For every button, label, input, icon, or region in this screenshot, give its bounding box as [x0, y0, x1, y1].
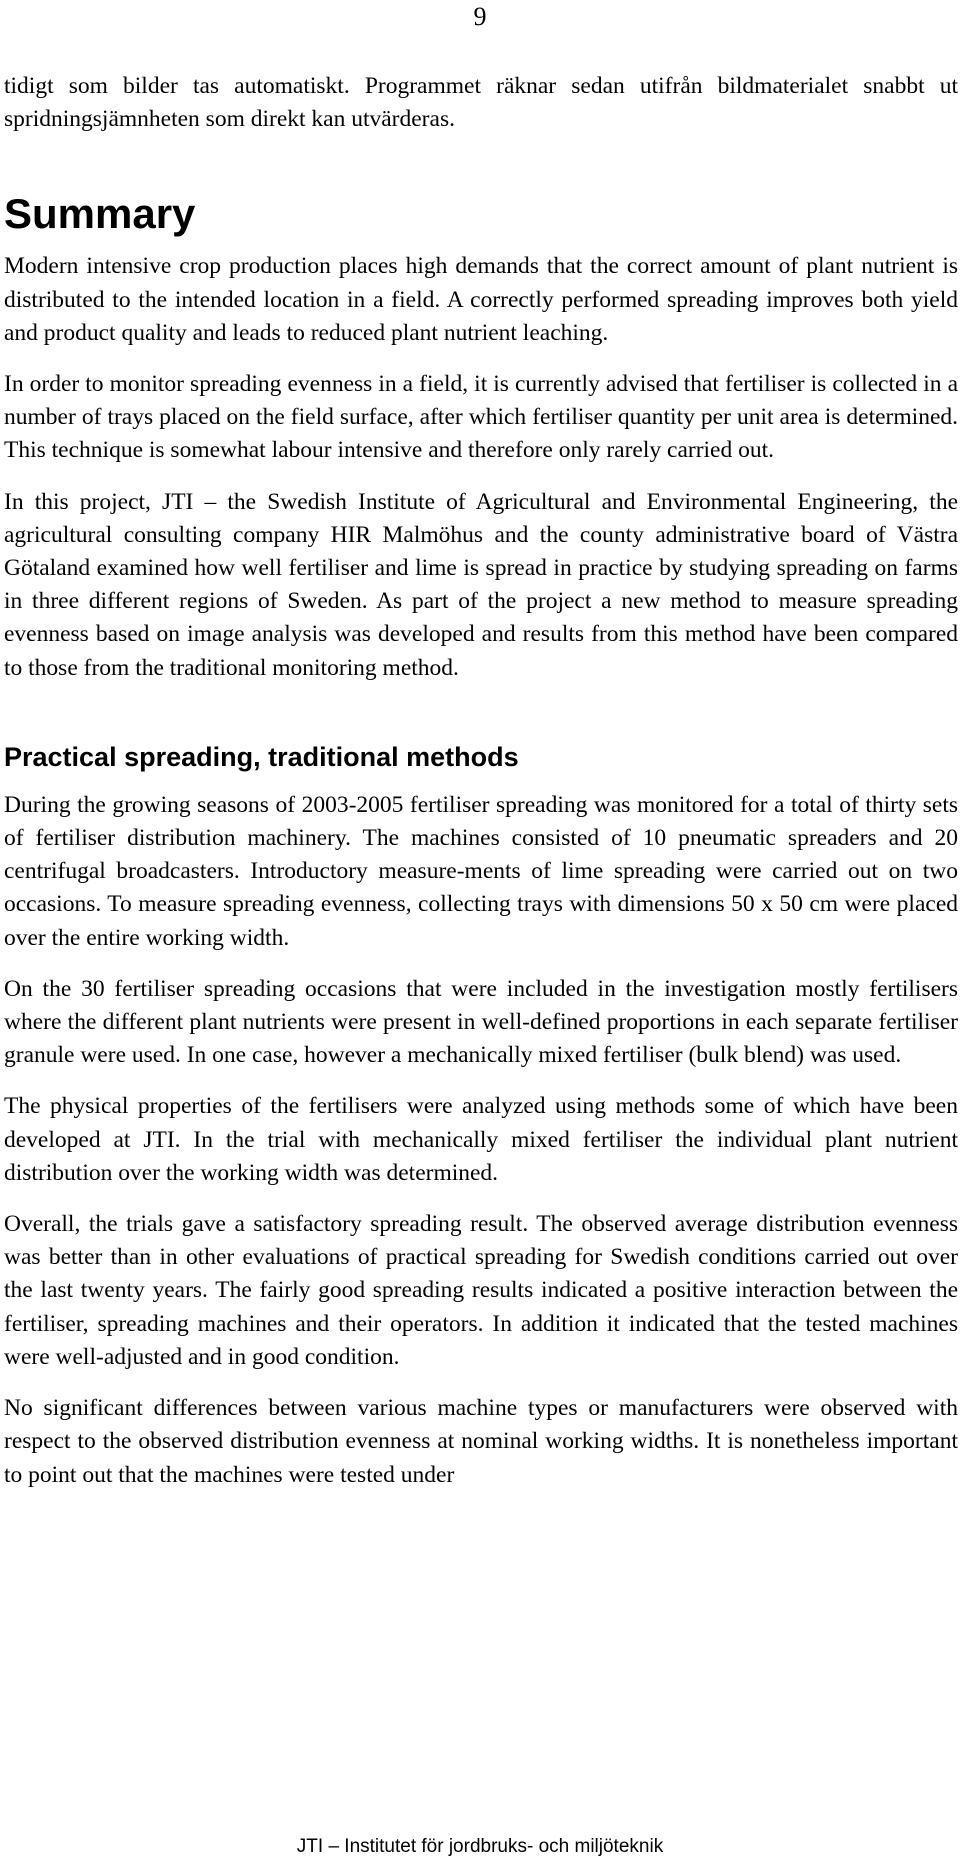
practical-paragraph-4: Overall, the trials gave a satisfactory spreading result. The observed average distribution evenness was better than in other evaluations of practical spreading for Swedish conditions carried out over the last twenty years. The fairly good spreading results indicated a positive interaction between the fertiliser, spreading machines and their operators. In addition it indicated that the tested machines were well-adjusted and in good condition. — [4, 1211, 958, 1370]
intro-paragraph: tidigt som bilder tas automatiskt. Programmet räknar sedan utifrån bildmaterialet snabbt ut spridningsjämnheten som direkt kan utvärderas. — [4, 73, 958, 133]
summary-paragraph-2: In order to monitor spreading evenness in a field, it is currently advised that fertiliser is collected in a number of trays placed on the field surface, after which fertiliser quantity per unit area is determined. This technique is somewhat labour intensive and therefore only rarely carried out. — [4, 371, 958, 464]
page-number: 9 — [473, 2, 487, 31]
practical-paragraph-1: During the growing seasons of 2003-2005 fertiliser spreading was monitored for a total of thirty sets of fertiliser distribution machinery. The machines consisted of 10 pneumatic spreaders and 20 centrifugal broadcasters. Introductory measure-ments of lime spreading were carried out on two occasions. To measure spreading evenness, collecting trays with dimensions 50 x 50 cm were placed over the entire working width. — [4, 791, 958, 951]
practical-paragraph-5: No significant differences between various machine types or manufacturers were observed with respect to the observed distribution evenness at nominal working widths. It is nonetheless important to point out that the machines were tested under — [4, 1395, 958, 1488]
summary-heading: Summary — [4, 190, 196, 238]
practical-paragraph-2: On the 30 fertiliser spreading occasions that were included in the investigation mostly fertilisers where the different plant nutrients were present in well-defined proportions in each separate fertiliser granule were used. In one case, however a mechanically mixed fertiliser (bulk blend) was used. — [4, 975, 958, 1069]
practical-spreading-heading: Practical spreading, traditional methods — [4, 741, 519, 772]
practical-paragraph-3: The physical properties of the fertilisers were analyzed using methods some of which have been developed at JTI. In the trial with mechanically mixed fertiliser the individual plant nutrient distribution over the working width was determined. — [4, 1093, 958, 1186]
page-footer: JTI – Institutet för jordbruks- och miljöteknik — [296, 1836, 664, 1857]
summary-paragraph-1: Modern intensive crop production places high demands that the correct amount of plant nutrient is distributed to the intended location in a field. A correctly performed spreading improves both yield and product quality and leads to reduced plant nutrient leaching. — [4, 253, 958, 346]
document-body — [4, 70, 958, 1510]
summary-paragraph-3: In this project, JTI – the Swedish Institute of Agricultural and Environmental Engineering, the agricultural consulting company HIR Malmöhus and the county administrative board of Västra Götaland examined how well fertiliser and lime is spread in practice by studying spreading on farms in three different regions of Sweden. As part of the project a new method to measure spreading evenness based on image analysis was developed and results from this method have been compared to those from the traditional monitoring method. — [4, 488, 958, 681]
